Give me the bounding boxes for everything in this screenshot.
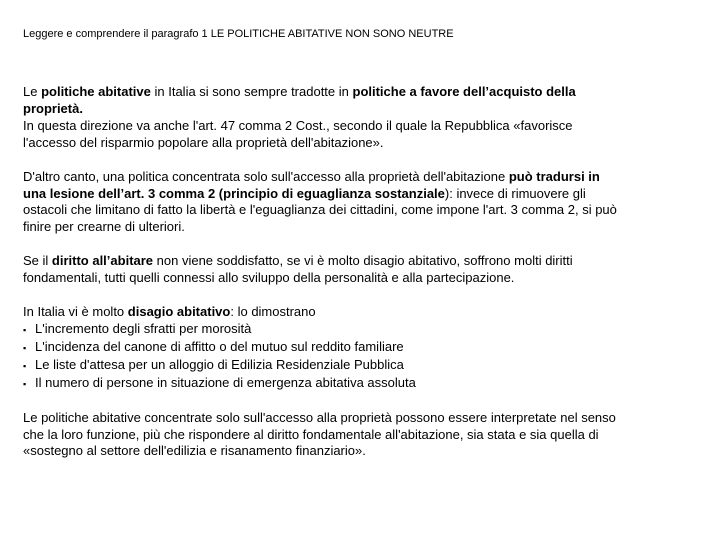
- bullet-icon: ▪: [23, 342, 27, 353]
- text: L'incremento degli sfratti per morosità: [35, 320, 252, 336]
- bullet-item: [23, 357, 703, 375]
- text: Le: [23, 84, 42, 99]
- bullet-item: [23, 339, 703, 357]
- text: In questa direzione va anche l'art. 47 comma 2 Cost., secondo il quale la Repubblica «favorisce: [23, 117, 573, 133]
- text-line: [23, 169, 703, 186]
- slide-body: [23, 84, 703, 477]
- paragraph: [23, 169, 703, 237]
- bold-text: può tradursi in: [508, 168, 600, 184]
- bullet-icon: ▪: [23, 378, 27, 389]
- bullet-icon: ▪: [23, 324, 27, 335]
- text: finire per crearne di ulteriori.: [23, 219, 185, 235]
- text: Le politiche abitative concentrate solo sull'accesso alla proprietà possono essere interpretate nel senso: [23, 409, 616, 425]
- text: Il numero di persone in situazione di emergenza abitativa assoluta: [35, 374, 416, 390]
- text: che la loro funzione, più che rispondere al diritto fondamentale all'abitazione, sia stata e sia quella di: [23, 426, 599, 442]
- text: In Italia vi è molto: [23, 304, 128, 320]
- text: ): invece di rimuovere gli: [444, 185, 586, 201]
- text: non viene soddisfatto, se vi è molto disagio abitativo, soffrono molti diritti: [153, 253, 573, 269]
- text-line: [23, 219, 703, 236]
- text-line: [23, 304, 703, 321]
- text: D'altro canto, una politica concentrata solo sull'accesso alla proprietà dell'abitazione: [23, 168, 509, 184]
- text-line: [23, 253, 703, 270]
- text: in Italia si sono sempre tradotte in: [150, 84, 353, 99]
- text: fondamentali, tutti quelli connessi allo sviluppo della personalità e alla partecipazione.: [23, 270, 515, 286]
- bullet-item: [23, 375, 703, 393]
- text-line: [23, 410, 703, 427]
- text-line: [23, 84, 703, 101]
- text-line: [23, 186, 703, 203]
- text: «sostegno al settore dell'edilizia e risanamento finanziario».: [23, 443, 366, 459]
- bold-text: diritto all’abitare: [51, 253, 154, 269]
- text-line: [23, 270, 703, 287]
- text-line: [23, 135, 703, 152]
- bullet-item: [23, 321, 703, 339]
- text-line: [23, 118, 703, 135]
- text: ostacoli che limitano di fatto la libertà e l'eguaglianza dei cittadini, come impone l'art. 3 comma 2, si può: [23, 202, 617, 218]
- bold-text: politiche a favore dell’acquisto della: [352, 84, 576, 99]
- paragraph: [23, 253, 703, 287]
- text-line: [23, 443, 703, 460]
- text-line: [23, 101, 703, 118]
- bullet-icon: ▪: [23, 360, 27, 371]
- text: : lo dimostrano: [230, 304, 316, 320]
- text: L'incidenza del canone di affitto o del mutuo sul reddito familiare: [35, 338, 404, 354]
- text-line: [23, 427, 703, 444]
- paragraph: [23, 304, 703, 393]
- paragraph: [23, 84, 703, 152]
- slide-title: Leggere e comprendere il paragrafo 1 LE POLITICHE ABITATIVE NON SONO NEUTRE: [23, 28, 454, 40]
- text-line: [23, 202, 703, 219]
- paragraph: [23, 410, 703, 461]
- bold-text: una lesione dell’art. 3 comma 2 (principio di eguaglianza sostanziale: [23, 185, 445, 201]
- bold-text: disagio abitativo: [127, 304, 231, 320]
- text: l'accesso del risparmio popolare alla proprietà dell'abitazione».: [23, 134, 384, 150]
- bold-text: politiche abitative: [41, 84, 151, 99]
- bold-text: proprietà.: [23, 100, 83, 116]
- text: Se il: [23, 253, 52, 269]
- text: Le liste d'attesa per un alloggio di Edilizia Residenziale Pubblica: [35, 356, 404, 372]
